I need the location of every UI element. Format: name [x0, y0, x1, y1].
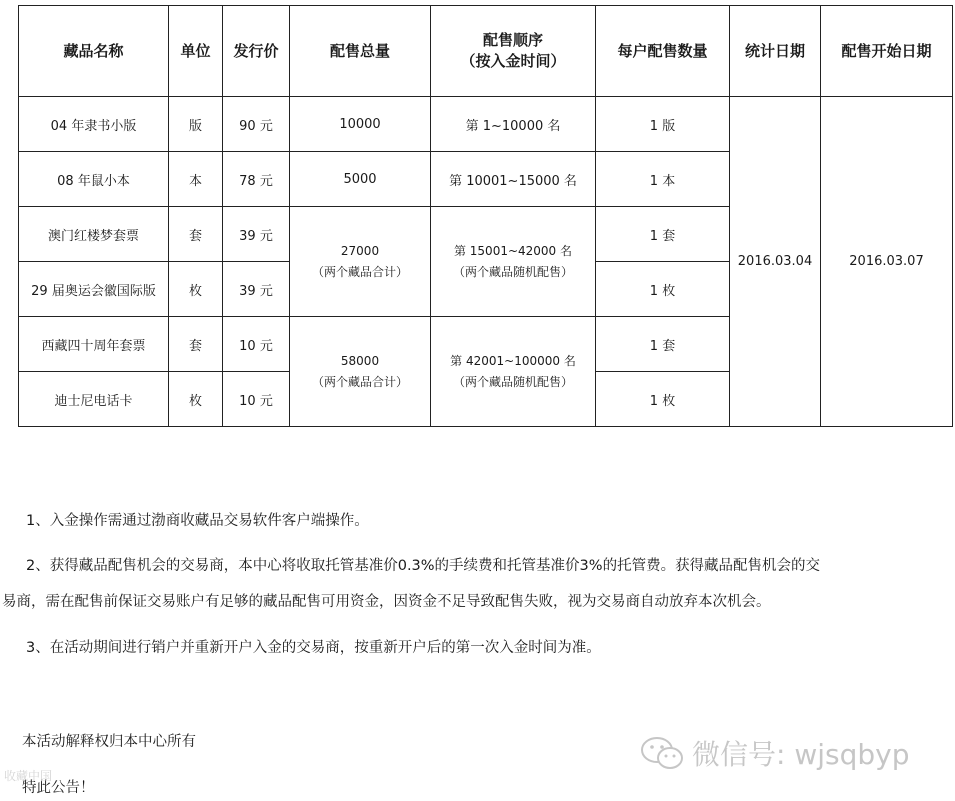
wechat-watermark	[640, 733, 910, 773]
cell-name: 04 年隶书小版	[19, 97, 169, 152]
header-stat-date: 统计日期	[730, 6, 821, 97]
header-order-line2: （按入金时间）	[460, 52, 566, 70]
cell-per-account: 1 枚	[596, 372, 730, 427]
cell-total-group	[290, 207, 431, 317]
group-order-note: （两个藏品随机配售）	[452, 264, 573, 279]
group-total-value: 27000	[340, 243, 380, 258]
header-order	[431, 6, 596, 97]
cell-unit: 枚	[169, 262, 223, 317]
cell-name: 澳门红楼梦套票	[19, 207, 169, 262]
header-name: 藏品名称	[19, 6, 169, 97]
corner-watermark: 收藏中国	[4, 769, 53, 783]
notice-statement: 特此公告！	[22, 780, 95, 796]
header-unit: 单位	[169, 6, 223, 97]
cell-unit: 版	[169, 97, 223, 152]
header-start-date: 配售开始日期	[821, 6, 953, 97]
cell-price: 39 元	[223, 207, 290, 262]
rights-statement: 本活动解释权归本中心所有	[22, 734, 196, 750]
cell-order: 第 1~10000 名	[431, 97, 596, 152]
cell-unit: 枚	[169, 372, 223, 427]
cell-total: 5000	[290, 152, 431, 207]
group-order-note: （两个藏品随机配售）	[452, 374, 573, 389]
cell-name: 迪士尼电话卡	[19, 372, 169, 427]
cell-order-group	[431, 317, 596, 427]
header-per-account: 每户配售数量	[596, 6, 730, 97]
group-total-value: 58000	[340, 353, 380, 368]
note-1: 1、入金操作需通过渤商收藏品交易软件客户端操作。	[26, 513, 369, 529]
allocation-table	[18, 5, 953, 427]
cell-total-group	[290, 317, 431, 427]
group-order-range: 第 15001~42000 名	[453, 243, 573, 258]
cell-price: 10 元	[223, 317, 290, 372]
cell-per-account: 1 套	[596, 317, 730, 372]
cell-order-group	[431, 207, 596, 317]
group-order-range: 第 42001~100000 名	[450, 353, 576, 368]
cell-start-date: 2016.03.07	[821, 97, 953, 427]
group-total-note: （两个藏品合计）	[311, 264, 408, 279]
cell-unit: 本	[169, 152, 223, 207]
cell-price: 39 元	[223, 262, 290, 317]
wechat-icon	[640, 735, 684, 771]
cell-name: 29 届奥运会徽国际版	[19, 262, 169, 317]
header-order-line1: 配售顺序	[482, 31, 543, 49]
group-total-note: （两个藏品合计）	[311, 374, 408, 389]
cell-order: 第 10001~15000 名	[431, 152, 596, 207]
cell-price: 90 元	[223, 97, 290, 152]
note-3: 3、在活动期间进行销户并重新开户入金的交易商，按重新开户后的第一次入金时间为准。	[26, 640, 601, 656]
table-row	[19, 97, 953, 152]
cell-unit: 套	[169, 317, 223, 372]
table-header-row	[19, 6, 953, 97]
note-2-line-2: 易商，需在配售前保证交易账户有足够的藏品配售可用资金，因资金不足导致配售失败，视为交易商自动放弃本次机会。	[2, 594, 771, 610]
cell-per-account: 1 套	[596, 207, 730, 262]
header-total: 配售总量	[290, 6, 431, 97]
note-2-line-1: 2、获得藏品配售机会的交易商，本中心将收取托管基准价0.3%的手续费和托管基准价3%的托管费。获得藏品配售机会的交	[26, 558, 821, 574]
cell-total: 10000	[290, 97, 431, 152]
cell-per-account: 1 本	[596, 152, 730, 207]
cell-price: 10 元	[223, 372, 290, 427]
cell-per-account: 1 版	[596, 97, 730, 152]
cell-unit: 套	[169, 207, 223, 262]
cell-price: 78 元	[223, 152, 290, 207]
cell-name: 08 年鼠小本	[19, 152, 169, 207]
cell-per-account: 1 枚	[596, 262, 730, 317]
watermark-text: 微信号: wjsqbyp	[692, 738, 910, 771]
cell-name: 西藏四十周年套票	[19, 317, 169, 372]
header-price: 发行价	[223, 6, 290, 97]
cell-stat-date: 2016.03.04	[730, 97, 821, 427]
